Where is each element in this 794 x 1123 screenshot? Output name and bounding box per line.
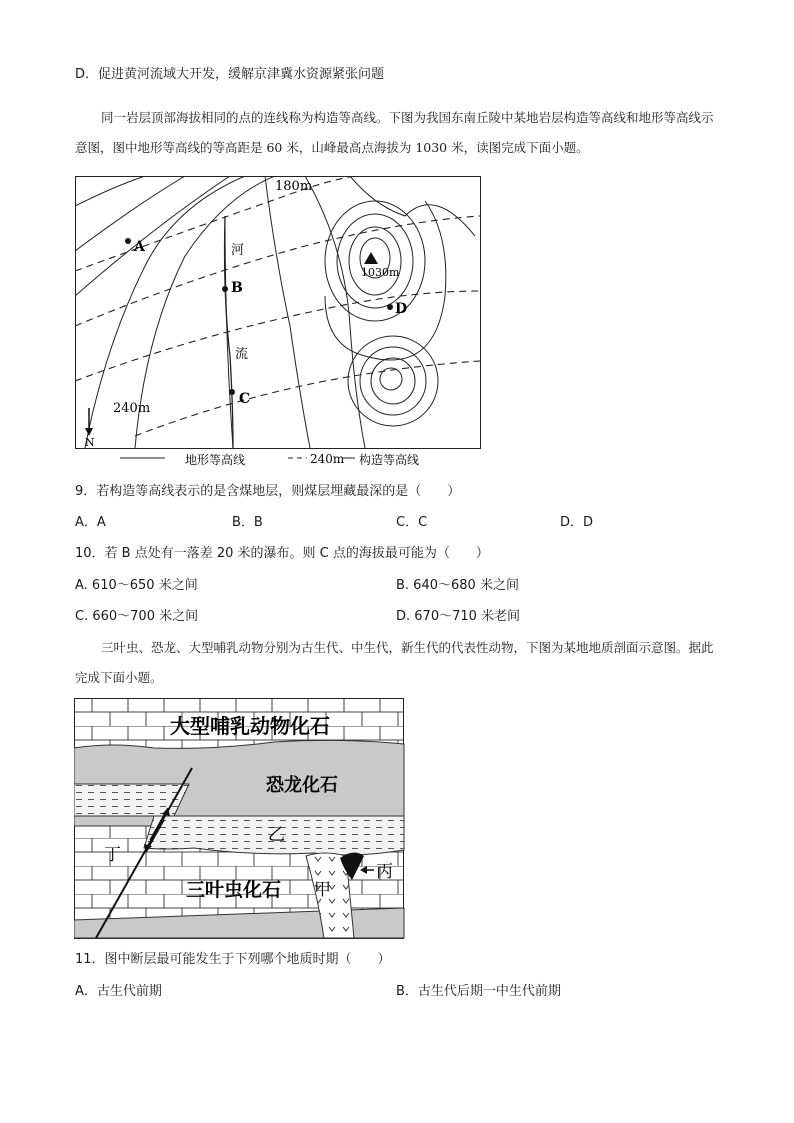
passage-contour: 同一岩层顶部海拔相同的点的连线称为构造等高线。下图为我国东南丘陵中某地岩层构造等高线和地形等高线示意图，图中地形等高线的等高距是 60 米，山峰最高点海拔为 1030 米，读图完成下面小题。 bbox=[75, 110, 714, 155]
q10-option-a[interactable]: A. 610～650 米之间 bbox=[75, 578, 198, 593]
point-a-label: A bbox=[134, 239, 145, 255]
north-label: N bbox=[85, 436, 95, 449]
q9-option-b[interactable]: B．B bbox=[232, 515, 263, 530]
q11-stem: 11．图中断层最可能发生于下列哪个地质时期（ ） bbox=[75, 952, 391, 967]
q9-option-c[interactable]: C．C bbox=[396, 515, 428, 530]
legend-struct-value: 240m bbox=[310, 452, 345, 466]
peak-label: 1030m bbox=[361, 266, 400, 279]
label-180m: 180m bbox=[275, 179, 313, 194]
point-d-label: D bbox=[395, 301, 408, 317]
label-240m: 240m bbox=[113, 401, 151, 416]
point-b-dot bbox=[222, 286, 228, 292]
q10-option-c[interactable]: C. 660～700 米之间 bbox=[75, 609, 199, 624]
legend-topo-label: 地形等高线 bbox=[185, 453, 246, 467]
river-label-he: 河 bbox=[231, 243, 245, 258]
point-c-label: C bbox=[239, 391, 251, 407]
legend-struct-label: 构造等高线 bbox=[359, 453, 420, 467]
point-d-dot bbox=[387, 304, 393, 310]
previous-option-d: D．促进黄河流域大开发，缓解京津冀水资源紧张问题 bbox=[75, 67, 385, 82]
label-yi: 乙 bbox=[268, 825, 285, 845]
label-mammal-fossil: 大型哺乳动物化石 bbox=[170, 714, 330, 738]
label-ding: 丁 bbox=[104, 845, 121, 865]
q10-option-d[interactable]: D. 670～710 米老间 bbox=[396, 609, 521, 624]
q10-stem: 10．若 B 点处有一落差 20 米的瀑布。则 C 点的海拔最可能为（ ） bbox=[75, 546, 489, 561]
geologic-section-figure bbox=[74, 698, 406, 944]
passage-geology: 三叶虫、恐龙、大型哺乳动物分别为古生代、中生代，新生代的代表性动物，下图为某地地质剖面示意图。据此完成下面小题。 bbox=[75, 640, 714, 685]
q9-option-a[interactable]: A．A bbox=[75, 515, 106, 530]
point-c-dot bbox=[229, 389, 235, 395]
geologic-section bbox=[74, 698, 406, 940]
river-label-liu: 流 bbox=[235, 347, 249, 362]
point-b-label: B bbox=[231, 280, 243, 296]
label-dino-fossil: 恐龙化石 bbox=[266, 775, 338, 796]
label-trilobite-fossil: 三叶虫化石 bbox=[186, 879, 282, 901]
point-a-dot bbox=[125, 238, 131, 244]
q10-option-b[interactable]: B. 640～680 米之间 bbox=[396, 578, 519, 593]
q9-option-d[interactable]: D．D bbox=[560, 515, 594, 530]
label-jia: 甲 bbox=[314, 880, 331, 900]
q11-option-a[interactable]: A．古生代前期 bbox=[75, 984, 162, 999]
q11-option-b[interactable]: B．古生代后期一中生代前期 bbox=[396, 984, 561, 999]
label-bing: 丙 bbox=[376, 862, 393, 882]
q9-stem: 9．若构造等高线表示的是含煤地层，则煤层埋藏最深的是（ ） bbox=[75, 484, 461, 499]
contour-map bbox=[75, 176, 485, 472]
contour-map-figure bbox=[75, 176, 485, 476]
